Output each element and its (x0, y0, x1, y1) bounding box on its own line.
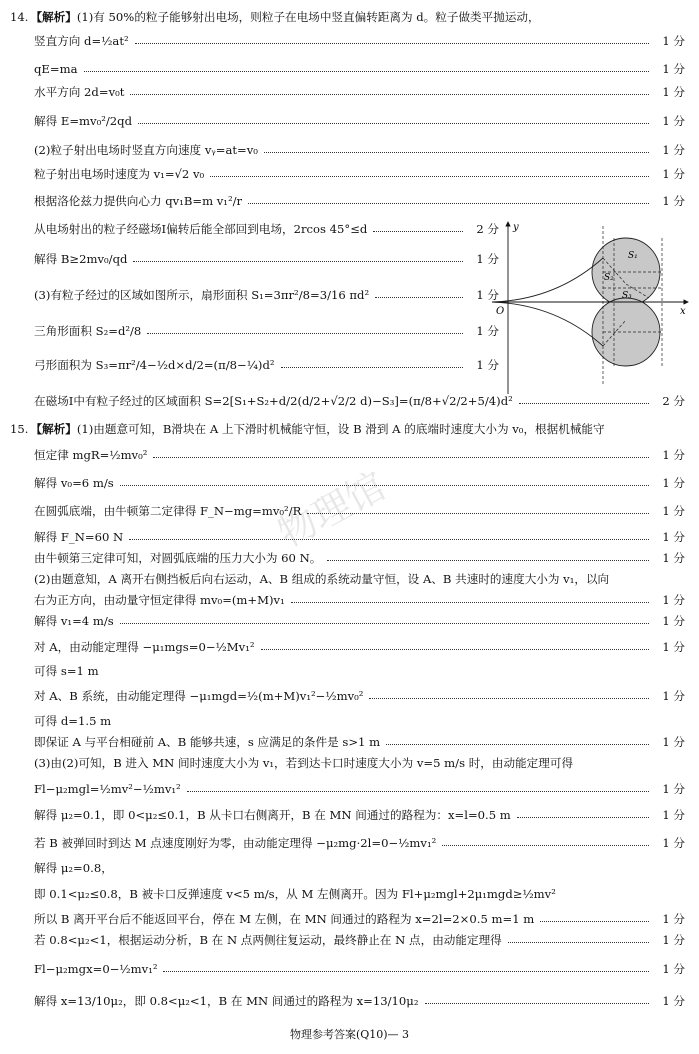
answer-line (34, 708, 685, 728)
line-text: Fl−μ₂mgx=0−½mv₁² (34, 962, 158, 976)
score: 1 分 (662, 194, 685, 208)
s3-label: S₃ (622, 291, 632, 301)
svg-text:物理馆: 物理馆 (271, 463, 393, 556)
answer-line (34, 608, 685, 628)
score: 1 分 (662, 85, 685, 99)
line-text: 从电场射出的粒子经磁场Ⅰ偏转后能全部回到电场，2rcos 45°≤d (34, 222, 368, 236)
analysis-tag: 【解析】 (30, 422, 77, 436)
line-text: 右为正方向，由动量守恒定律得 mv₀=(m+M)v₁ (34, 593, 285, 607)
trajectory-figure (486, 218, 690, 396)
line-text: (2)粒子射出电场时竖直方向速度 vᵧ=at=v₀ (34, 143, 258, 157)
score: 1 分 (662, 62, 685, 76)
line-text: 恒定律 mgR=½mv₀² (34, 448, 148, 462)
line-text: 根据洛伦兹力提供向心力 qv₁B=m v₁²/r (34, 194, 243, 208)
score: 1 分 (662, 167, 685, 181)
score: 1 分 (662, 836, 685, 850)
line-text: 即 0.1<μ₂≤0.8，B 被卡口反弹速度 v<5 m/s，从 M 左侧离开。因为 Fl+μ₂mgl+2μ₁mgd≥½mv² (34, 887, 556, 901)
answer-line (34, 830, 685, 850)
line-text: (2)由题意知，A 离开右侧挡板后向右运动，A、B 组成的系统动量守恒，设 A、B 共速时的速度大小为 v₁，以向 (34, 572, 610, 586)
line-text: 解得 μ₂=0.8， (34, 861, 113, 875)
answer-line (34, 28, 685, 48)
score: 1 分 (662, 551, 685, 565)
answer-line (34, 988, 685, 1008)
line-text: 由牛顿第三定律可知，对圆弧底端的压力大小为 60 N。 (34, 551, 322, 565)
line-text: 可得 s=1 m (34, 664, 99, 678)
answer-line (34, 566, 685, 586)
analysis-tag: 【解析】 (30, 10, 77, 24)
answer-line (34, 137, 685, 157)
line-text: 即保证 A 与平台相碰前 A、B 能够共速，s 应满足的条件是 s>1 m (34, 735, 381, 749)
score: 1 分 (476, 358, 499, 372)
s1-label: S₁ (628, 251, 638, 261)
line-text: 解得 v₀=6 m/s (34, 476, 114, 490)
answer-line (34, 855, 685, 875)
line-text: 解得 x=13/10μ₂，即 0.8<μ₂<1，B 在 MN 间通过的路程为 x=13/10μ₂ (34, 994, 419, 1008)
score: 1 分 (662, 689, 685, 703)
score: 1 分 (662, 735, 685, 749)
answer-line (34, 750, 685, 770)
score: 1 分 (662, 614, 685, 628)
score: 1 分 (662, 782, 685, 796)
answer-line (34, 658, 685, 678)
answer-line (34, 881, 685, 901)
answer-line (34, 79, 685, 99)
score: 1 分 (476, 324, 499, 338)
line-text: 在圆弧底端，由牛顿第二定律得 F_N−mg=mv₀²/R (34, 504, 302, 518)
score: 1 分 (662, 114, 685, 128)
line-text: (3)有粒子经过的区域如图所示，扇形面积 S₁=3πr²/8=3/16 πd² (34, 288, 370, 302)
question-number: 15. (10, 422, 29, 436)
line-text: qE=ma (34, 62, 78, 76)
line-text: Fl−μ₂mgl=½mv²−½mv₁² (34, 782, 181, 796)
question-number: 14. (10, 10, 29, 24)
line-text: 解得 v₁=4 m/s (34, 614, 114, 628)
x-axis-label: x (680, 306, 686, 317)
line-text: 解得 B≥2mv₀/qd (34, 252, 128, 266)
score: 1 分 (662, 933, 685, 947)
answer-line (34, 246, 499, 266)
answer-line (34, 956, 685, 976)
score: 2 分 (662, 394, 685, 408)
score: 1 分 (662, 640, 685, 654)
score: 1 分 (476, 252, 499, 266)
line-text: (1)由题意可知，B滑块在 A 上下滑时机械能守恒，设 B 滑到 A 的底端时速度大小为 v₀，根据机械能守 (76, 422, 605, 436)
answer-line (34, 587, 685, 607)
line-text: 粒子射出电场时速度为 v₁=√2 v₀ (34, 167, 205, 181)
origin-label: O (496, 306, 505, 317)
answer-line (34, 56, 685, 76)
answer-line (34, 927, 685, 947)
line-text: 三角形面积 S₂=d²/8 (34, 324, 142, 338)
answer-line (34, 216, 499, 236)
answer-line (34, 352, 499, 372)
answer-line (34, 729, 685, 749)
answer-line (34, 776, 685, 796)
answer-line (34, 802, 685, 822)
line-text: 在磁场Ⅰ中有粒子经过的区域面积 S=2[S₁+S₂+d/2(d/2+√2/2 d)−S₃]=(π/8+√2/2+5/4)d² (34, 394, 513, 408)
answer-line (34, 545, 685, 565)
line-text: 解得 μ₂=0.1，即 0<μ₂≤0.1，B 从卡口右侧离开，B 在 MN 间通过的路程为：x=l=0.5 m (34, 808, 511, 822)
answer-line (34, 683, 685, 703)
score: 1 分 (662, 808, 685, 822)
answer-line (10, 4, 685, 24)
line-text: 解得 F_N=60 N (34, 530, 124, 544)
answer-line (34, 108, 685, 128)
line-text: 若 B 被弹回时到达 M 点速度刚好为零，由动能定理得 −μ₂mg·2l=0−½mv₁² (34, 836, 437, 850)
line-text: 弓形面积为 S₃=πr²/4−½d×d/2=(π/8−¼)d² (34, 358, 275, 372)
score: 1 分 (662, 994, 685, 1008)
line-text: 若 0.8<μ₂<1，根据运动分析，B 在 N 点两侧往复运动，最终静止在 N 点，由动能定理得 (34, 933, 502, 947)
score: 1 分 (662, 504, 685, 518)
line-text: 水平方向 2d=v₀t (34, 85, 125, 99)
line-text: 所以 B 离开平台后不能返回平台，停在 M 左侧，在 MN 间通过的路程为 x=2l=2×0.5 m=1 m (34, 912, 535, 926)
line-text: 可得 d=1.5 m (34, 714, 112, 728)
score: 1 分 (662, 448, 685, 462)
answer-line (34, 161, 685, 181)
line-text: (1)有 50%的粒子能够射出电场，则粒子在电场中竖直偏转距离为 d。粒子做类平抛运动， (76, 10, 540, 24)
answer-line (34, 282, 499, 302)
line-text: 对 A，由动能定理得 −μ₁mgs=0−½Mv₁² (34, 640, 255, 654)
score: 2 分 (476, 222, 499, 236)
s2-label: S₂ (604, 273, 614, 283)
score: 1 分 (662, 476, 685, 490)
score: 1 分 (662, 530, 685, 544)
lower-trajectory (492, 302, 603, 346)
page-footer: 物理参考答案(Q10)— 3 (289, 1028, 410, 1041)
answer-line (34, 318, 499, 338)
y-axis-label: y (513, 222, 519, 233)
line-text: 对 A、B 系统，由动能定理得 −μ₁mgd=½(m+M)v₁²−½mv₀² (34, 689, 364, 703)
answer-line (34, 188, 685, 208)
score: 1 分 (476, 288, 499, 302)
score: 1 分 (662, 912, 685, 926)
score: 1 分 (662, 593, 685, 607)
upper-trajectory (492, 258, 603, 302)
answer-line (10, 416, 685, 436)
line-text: (3)由(2)可知，B 进入 MN 间时速度大小为 v₁，若到达卡口时速度大小为 v=5 m/s 时，由动能定理可得 (34, 756, 574, 770)
answer-line (34, 634, 685, 654)
score: 1 分 (662, 962, 685, 976)
score: 1 分 (662, 34, 685, 48)
line-text: 竖直方向 d=½at² (34, 34, 129, 48)
line-text: 解得 E=mv₀²/2qd (34, 114, 133, 128)
score: 1 分 (662, 143, 685, 157)
answer-line (34, 906, 685, 926)
